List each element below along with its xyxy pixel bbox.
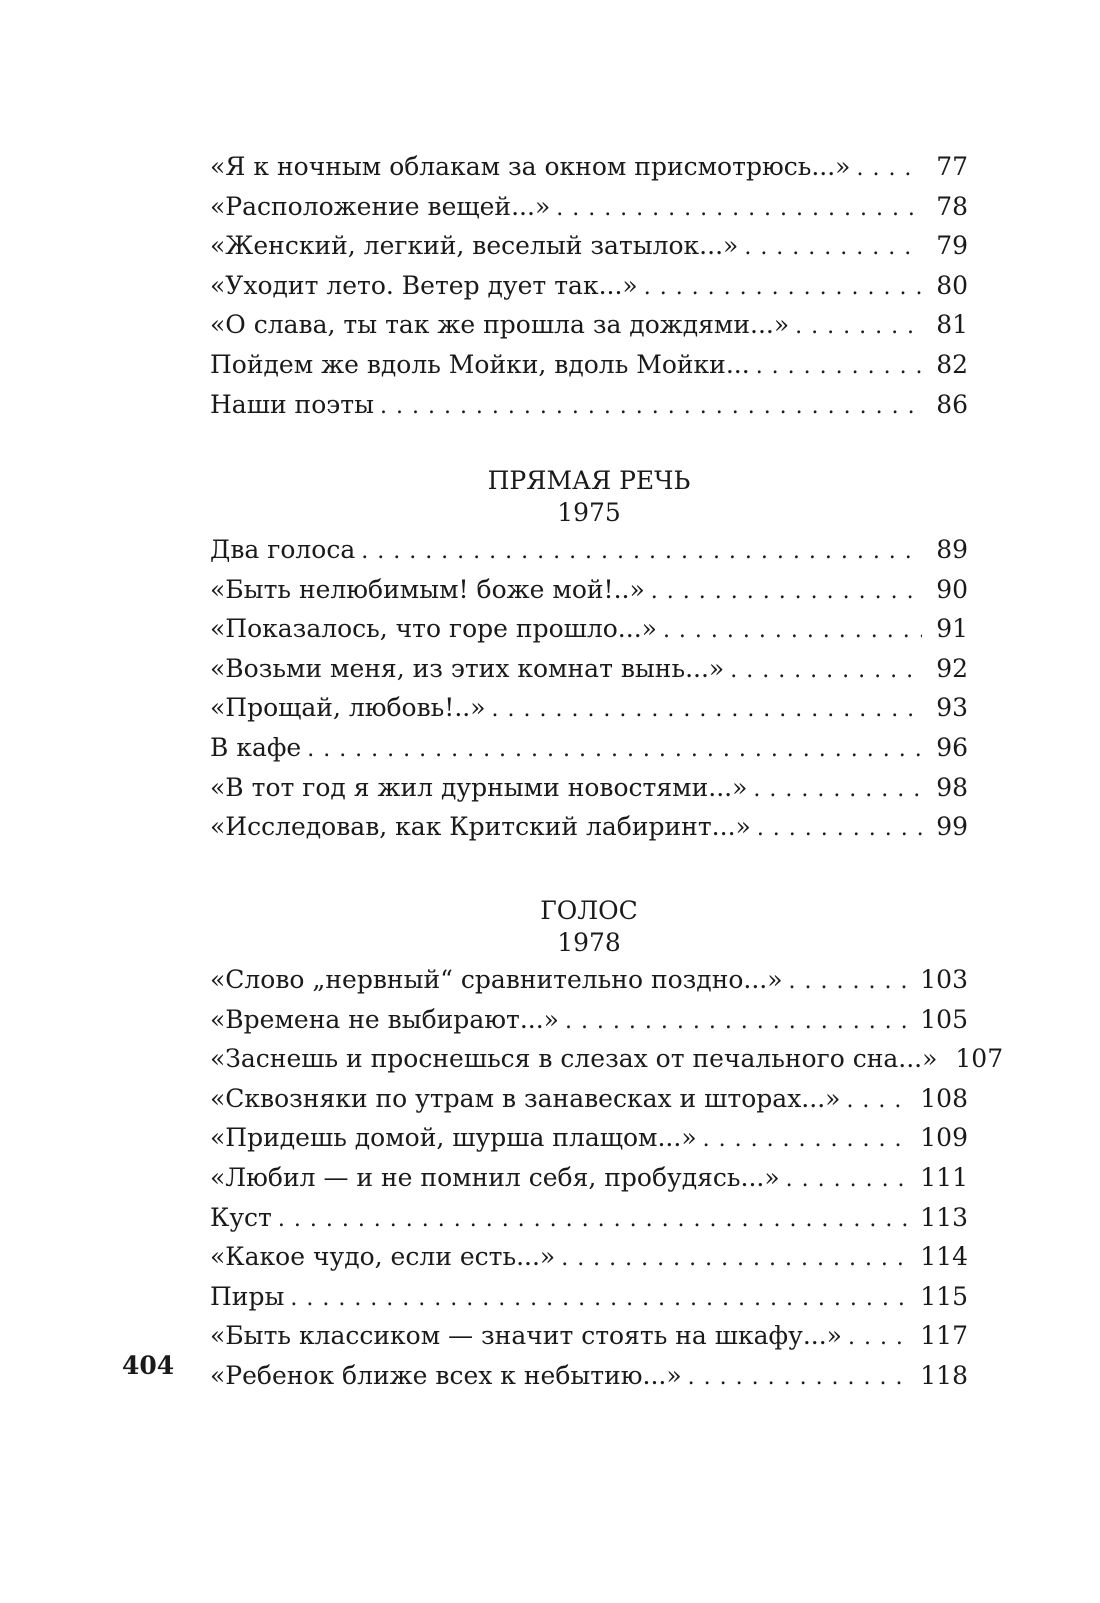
toc-entry [210, 1316, 968, 1356]
toc-entry-title: «Времена не выбирают...» [210, 1004, 559, 1034]
dot-leader [565, 1002, 908, 1042]
toc-entry-title: «Прощай, любовь!..» [210, 693, 486, 723]
toc-entry [210, 609, 968, 649]
dot-leader [703, 1120, 909, 1160]
section-heading-golos [210, 895, 968, 959]
toc-entry-title: Два голоса [210, 535, 356, 564]
dot-leader [688, 1358, 909, 1398]
dot-leader [278, 1200, 908, 1240]
toc-section-2 [210, 530, 968, 847]
toc-entry-page-number: 96 [936, 732, 968, 762]
toc-entry [210, 1118, 968, 1158]
toc-entry-page-number: 118 [920, 1360, 968, 1390]
toc-entry-page-number: 117 [920, 1321, 968, 1351]
section-title: ПРЯМАЯ РЕЧЬ [487, 466, 691, 495]
toc-entry [210, 345, 968, 385]
toc-entry [210, 768, 968, 808]
toc-entry [210, 1039, 1004, 1079]
dot-leader [361, 532, 922, 572]
dot-leader [730, 651, 922, 691]
toc-entry-title: «Уходит лето. Ветер дует так...» [210, 270, 638, 300]
section-title: ГОЛОС [540, 896, 638, 925]
toc-entry [210, 1158, 968, 1198]
toc-entry-page-number: 111 [920, 1162, 968, 1192]
dot-leader [848, 1318, 908, 1358]
toc-entry-page-number: 114 [920, 1242, 968, 1272]
dot-leader [561, 1239, 908, 1279]
toc-entry-page-number: 78 [936, 191, 968, 221]
toc-entry-page-number: 113 [920, 1202, 968, 1232]
toc-entry-title: «В тот год я жил дурными новостями...» [210, 772, 748, 802]
toc-entry-title: «Любил — и не помнил себя, пробудясь...» [210, 1162, 780, 1192]
toc-entry-page-number: 109 [920, 1123, 968, 1153]
page-number: 404 [122, 1351, 175, 1380]
dot-leader [757, 809, 922, 849]
dot-leader [789, 962, 909, 1002]
toc-entry-title: «Показалось, что горе прошло...» [210, 614, 657, 644]
toc-entry [210, 1000, 968, 1040]
toc-entry [210, 1079, 968, 1119]
toc-entry-title: «Женский, легкий, веселый затылок...» [210, 231, 739, 261]
toc-section-1 [210, 147, 968, 424]
toc-entry-page-number: 86 [936, 389, 968, 419]
dot-leader [307, 730, 922, 770]
toc-entry [210, 147, 968, 187]
toc-entry [210, 1356, 968, 1396]
dot-leader [556, 189, 922, 229]
toc-entry-page-number: 89 [936, 535, 968, 564]
toc-section-3 [210, 960, 1004, 1396]
toc-entry-page-number: 103 [920, 965, 968, 994]
toc-entry [210, 649, 968, 689]
dot-leader [786, 1160, 909, 1200]
toc-entry-page-number: 99 [936, 812, 968, 842]
toc-entry-page-number: 92 [936, 653, 968, 683]
dot-leader [644, 268, 922, 308]
toc-entry [210, 807, 968, 847]
dot-leader [651, 572, 922, 612]
dot-leader [492, 690, 922, 730]
toc-entry-title: «Возьми меня, из этих комнат вынь...» [210, 653, 725, 683]
toc-entry-title: «Исследовав, как Критский лабиринт...» [210, 812, 751, 842]
toc-entry-title: «Сквозняки по утрам в занавесках и шторах...» [210, 1083, 841, 1113]
toc-entry-title: Пиры [210, 1281, 285, 1311]
toc-entry-page-number: 91 [936, 614, 968, 644]
section-heading-pryamaya-rech [210, 465, 968, 529]
toc-entry-title: «Я к ночным облакам за окном присмотрюсь...» [210, 152, 851, 181]
dot-leader [856, 149, 922, 189]
dot-leader [753, 770, 922, 810]
toc-entry-page-number: 80 [936, 270, 968, 300]
toc-entry-page-number: 107 [955, 1044, 1004, 1074]
toc-entry-page-number: 81 [936, 310, 968, 340]
dot-leader [744, 228, 922, 268]
toc-entry [210, 688, 968, 728]
dot-leader [795, 307, 922, 347]
toc-entry [210, 960, 968, 1000]
toc-entry-title: «Придешь домой, шурша плащом...» [210, 1123, 697, 1153]
toc-entry-title: «Слово „нервный“ сравнительно поздно...» [210, 965, 783, 994]
toc-entry [210, 1237, 968, 1277]
dot-leader [756, 347, 922, 387]
toc-entry-title: «Расположение вещей...» [210, 191, 551, 221]
toc-entry-title: Пойдем же вдоль Мойки, вдоль Мойки... [210, 349, 750, 379]
toc-entry-page-number: 98 [936, 772, 968, 802]
dot-leader [380, 387, 922, 427]
toc-entry-title: Куст [210, 1202, 272, 1232]
toc-entry-title: «Быть нелюбимым! боже мой!..» [210, 574, 645, 604]
toc-entry-title: «Ребенок ближе всех к небытию...» [210, 1360, 682, 1390]
toc-entry [210, 266, 968, 306]
toc-entry [210, 385, 968, 425]
dot-leader [663, 611, 922, 651]
toc-entry-title: «Заснешь и проснешься в слезах от печального сна...» [210, 1044, 938, 1074]
toc-entry-title: «Какое чудо, если есть...» [210, 1242, 556, 1272]
toc-entry [210, 226, 968, 266]
toc-entry-page-number: 90 [936, 574, 968, 604]
toc-entry-title: «Быть классиком — значит стоять на шкафу...» [210, 1321, 842, 1351]
toc-entry-page-number: 77 [936, 152, 968, 181]
toc-entry [210, 1198, 968, 1238]
toc-entry [210, 530, 968, 570]
toc-entry-page-number: 115 [920, 1281, 968, 1311]
section-year: 1978 [557, 928, 621, 957]
toc-entry [210, 305, 968, 345]
toc-entry-title: Наши поэты [210, 389, 375, 419]
toc-entry-title: В кафе [210, 732, 302, 762]
toc-entry-page-number: 93 [936, 693, 968, 723]
toc-entry-page-number: 108 [920, 1083, 968, 1113]
dot-leader [846, 1081, 908, 1121]
toc-entry-page-number: 105 [920, 1004, 968, 1034]
toc-entry-page-number: 82 [936, 349, 968, 379]
toc-entry [210, 728, 968, 768]
section-year: 1975 [557, 498, 621, 527]
toc-entry [210, 570, 968, 610]
toc-entry [210, 1277, 968, 1317]
toc-entry [210, 187, 968, 227]
dot-leader [290, 1279, 908, 1319]
toc-entry-title: «О слава, ты так же прошла за дождями...» [210, 310, 790, 340]
toc-entry-page-number: 79 [936, 231, 968, 261]
